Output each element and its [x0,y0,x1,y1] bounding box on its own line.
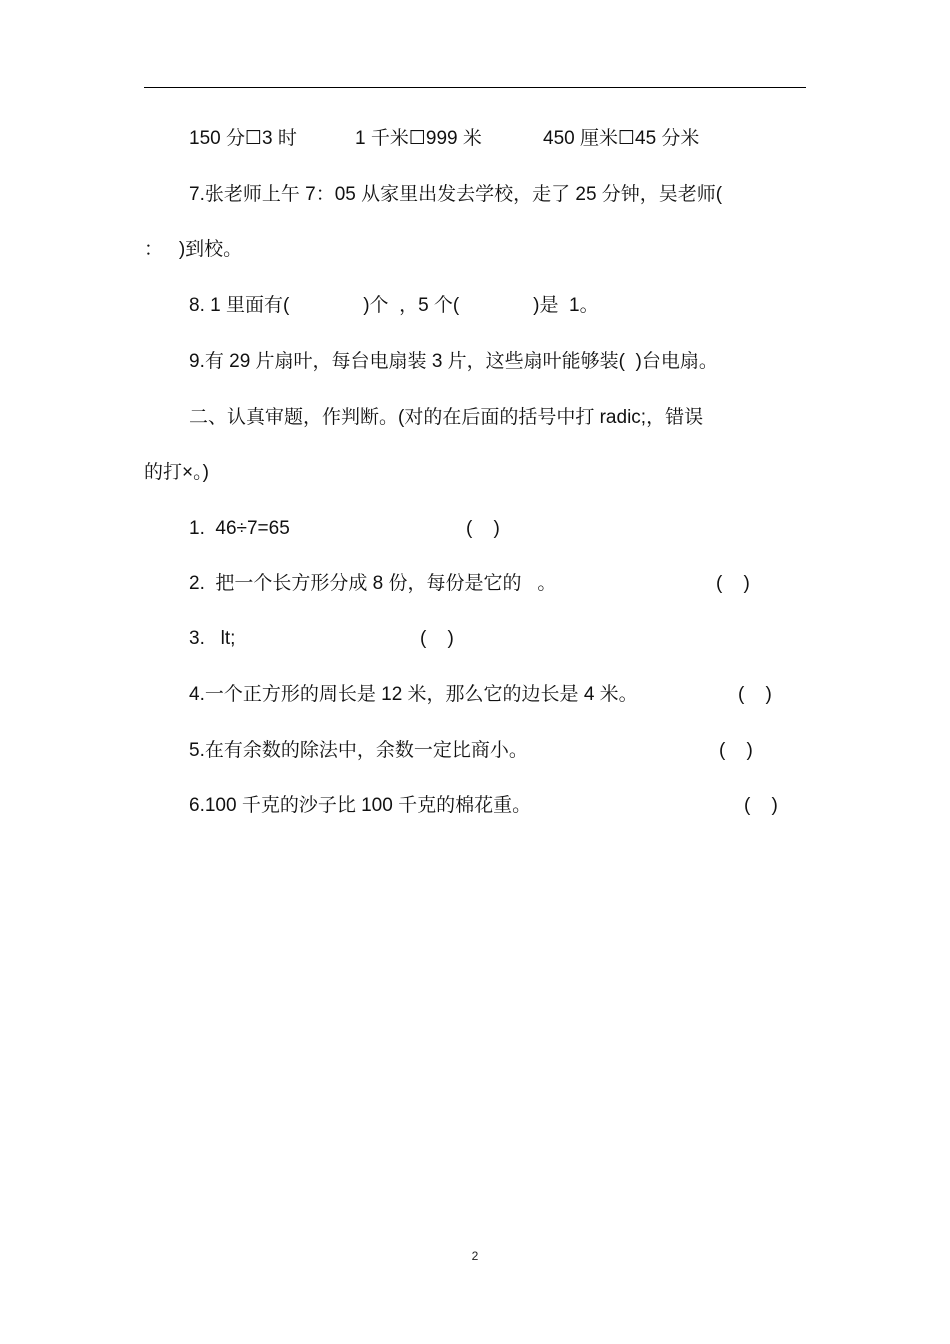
compare-item-2: 1 千米☐999 米 [355,128,482,149]
judgment-item-3-bracket: ( ) [420,628,454,649]
section-2-heading-line-2: 的打×。) [144,462,209,483]
judgment-item-3-text: 3. lt; [189,628,236,649]
judgment-item-2-bracket: ( ) [716,573,750,594]
section-2-heading-line-1: 二、认真审题，作判断。(对的在后面的括号中打 radic;，错误 [189,407,704,428]
judgment-item-5-text: 5.在有余数的除法中，余数一定比商小。 [189,740,528,761]
question-7-line-1: 7.张老师上午 7：05 从家里出发去学校，走了 25 分钟，吴老师( [189,184,723,205]
judgment-item-5-bracket: ( ) [719,740,753,761]
header-rule [144,87,806,88]
compare-item-3: 450 厘米☐45 分米 [543,128,700,149]
judgment-item-6-bracket: ( ) [744,795,778,816]
question-9: 9.有 29 片扇叶，每台电扇装 3 片，这些扇叶能够装( )台电扇。 [189,351,718,372]
question-7-line-2: ： )到校。 [144,239,243,260]
judgment-item-1-text: 1. 46÷7=65 [189,518,290,539]
compare-item-1: 150 分☐3 时 [189,128,297,149]
page-number: 2 [471,1249,479,1263]
judgment-item-6-text: 6.100 千克的沙子比 100 千克的棉花重。 [189,795,532,816]
judgment-item-4-bracket: ( ) [738,684,772,705]
question-8: 8. 1 里面有( )个 ，5 个( )是 1。 [189,295,599,316]
judgment-item-2-text: 2. 把一个长方形分成 8 份，每份是它的 。 [189,573,557,594]
judgment-item-4-text: 4.一个正方形的周长是 12 米，那么它的边长是 4 米。 [189,684,638,705]
judgment-item-1-bracket: ( ) [466,518,500,539]
compare-line [189,127,809,223]
judgment-item-6 [189,794,799,866]
